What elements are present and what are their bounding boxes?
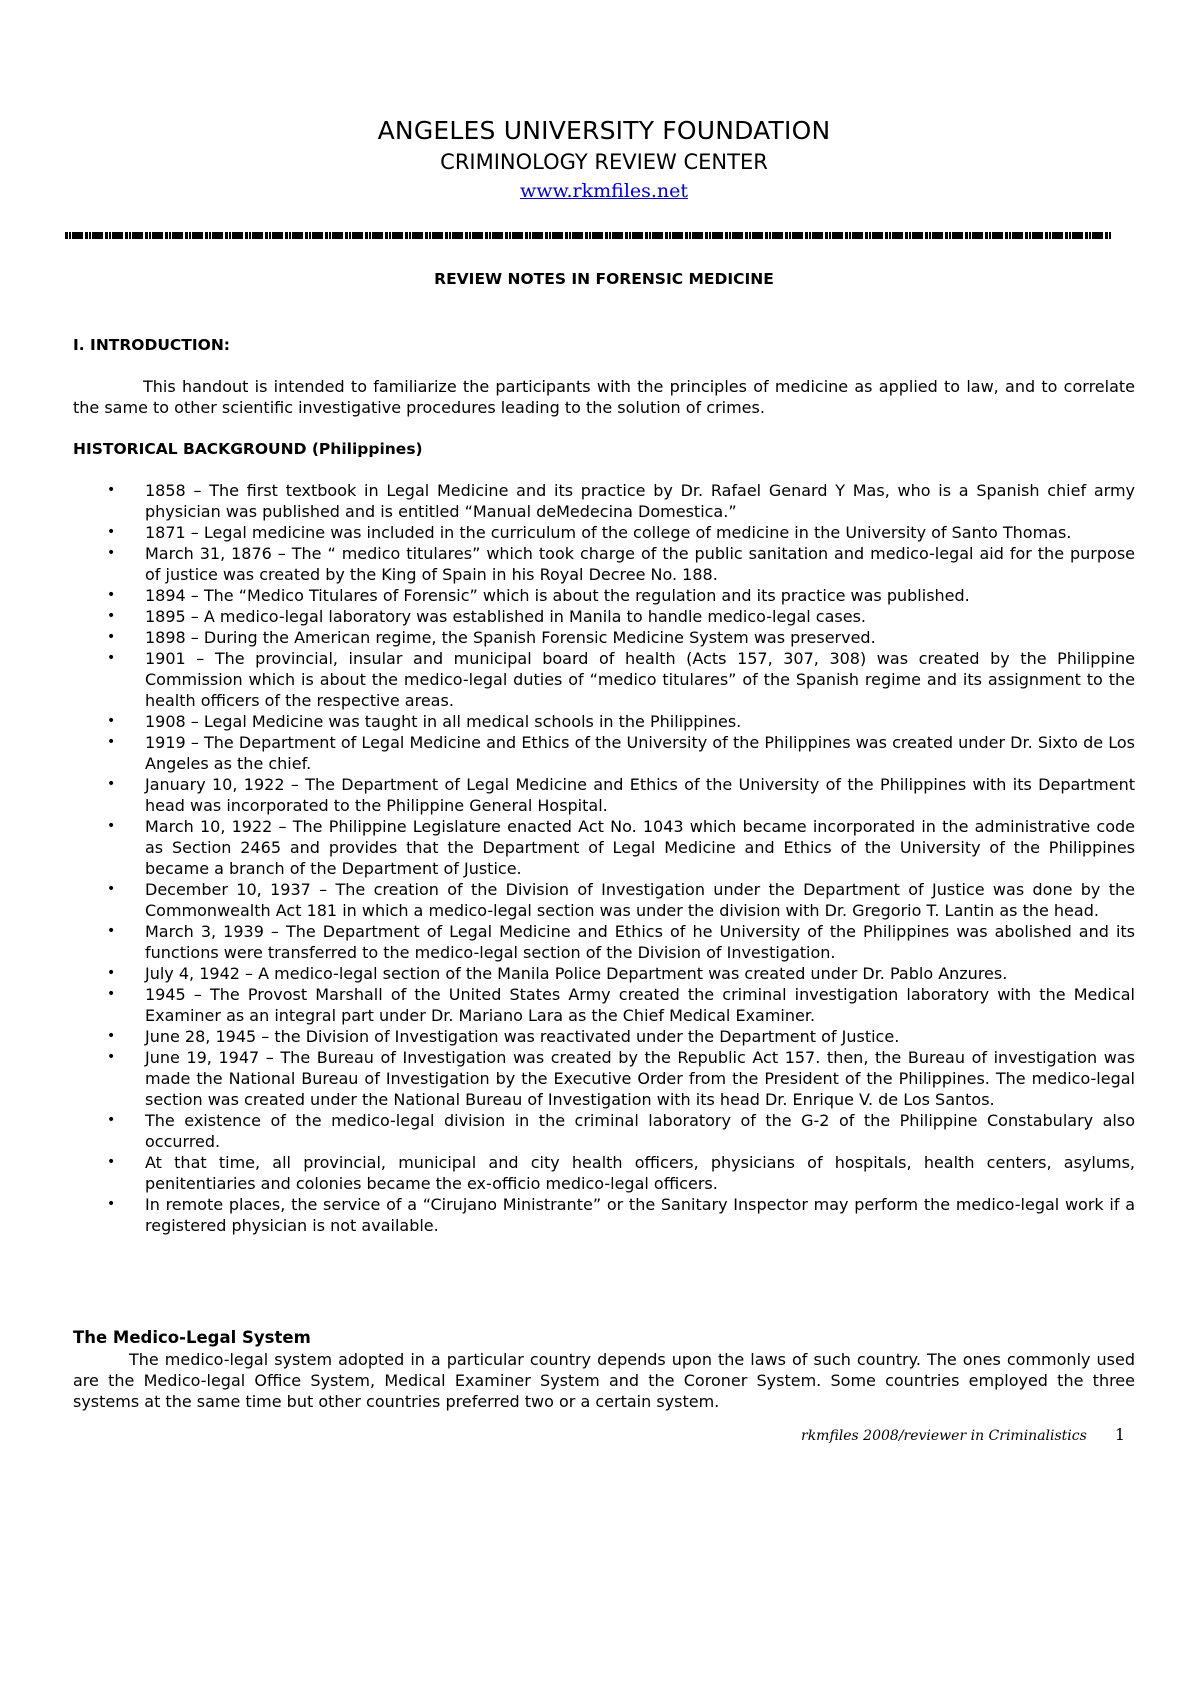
list-item xyxy=(73,480,1135,522)
medico-legal-system-paragraph: The medico-legal system adopted in a particular country depends upon the laws of such country. The ones commonly used are the Medico-legal Office System, Medical Examiner System and the Coroner System. Some countries employed the three systems at the same time but other countries preferred two or a certain system. xyxy=(73,1350,1135,1411)
list-item xyxy=(73,921,1135,963)
bullet-icon: • xyxy=(107,1112,116,1128)
bullet-icon: • xyxy=(107,986,116,1002)
page-number: 1 xyxy=(1114,1425,1125,1444)
list-item-text: 1945 – The Provost Marshall of the United States Army created the criminal investigation laboratory with the Medical Examiner as an integral part under Dr. Mariano Lara as the Chief Medical Examiner. xyxy=(145,985,1135,1025)
bullet-icon: • xyxy=(107,713,116,729)
list-item xyxy=(73,711,1135,732)
bullet-icon: • xyxy=(107,923,116,939)
historical-background-list xyxy=(73,480,1135,1236)
list-item xyxy=(73,606,1135,627)
medico-legal-system-heading: The Medico-Legal System xyxy=(73,1328,311,1347)
list-item-text: July 4, 1942 – A medico-legal section of the Manila Police Department was created under Dr. Pablo Anzures. xyxy=(145,964,1008,983)
bullet-icon: • xyxy=(107,734,116,750)
footer-label: rkmfiles 2008/reviewer in Criminalistics xyxy=(801,1428,1087,1444)
list-item-text: 1919 – The Department of Legal Medicine and Ethics of the University of the Philippines was created under Dr. Sixto de Los Angeles as the chief. xyxy=(145,733,1135,773)
list-item xyxy=(73,732,1135,774)
historical-background-heading: HISTORICAL BACKGROUND (Philippines) xyxy=(73,440,423,458)
bullet-icon: • xyxy=(107,608,116,624)
bullet-icon: • xyxy=(107,1154,116,1170)
bullet-icon: • xyxy=(107,629,116,645)
bullet-icon: • xyxy=(107,587,116,603)
list-item-text: 1858 – The first textbook in Legal Medicine and its practice by Dr. Rafael Genard Y Mas, who is a Spanish chief army physician was published and is entitled “Manual deMedecina Domestica.” xyxy=(145,481,1135,521)
bullet-icon: • xyxy=(107,545,116,561)
bullet-icon: • xyxy=(107,881,116,897)
bullet-icon: • xyxy=(107,1196,116,1212)
list-item xyxy=(73,522,1135,543)
bullet-icon: • xyxy=(107,1049,116,1065)
list-item-text: The existence of the medico-legal division in the criminal laboratory of the G-2 of the Philippine Constabulary also occurred. xyxy=(145,1111,1135,1151)
center-subtitle: CRIMINOLOGY REVIEW CENTER xyxy=(440,150,768,174)
list-item-text: 1908 – Legal Medicine was taught in all medical schools in the Philippines. xyxy=(145,712,742,731)
institution-title: ANGELES UNIVERSITY FOUNDATION xyxy=(377,116,831,145)
list-item xyxy=(73,774,1135,816)
list-item xyxy=(73,1026,1135,1047)
bullet-icon: • xyxy=(107,818,116,834)
introduction-paragraph: This handout is intended to familiarize the participants with the principles of medicine as applied to law, and to correlate the same to other scientific investigative procedures leading to the solution of crimes. xyxy=(73,377,1135,417)
list-item-text: March 31, 1876 – The “ medico titulares” which took charge of the public sanitation and medico-legal aid for the purpose of justice was created by the King of Spain in his Royal Decree No. 188. xyxy=(145,544,1135,584)
bullet-icon: • xyxy=(107,524,116,540)
list-item-text: December 10, 1937 – The creation of the Division of Investigation under the Department of Justice was done by the Commonwealth Act 181 in which a medico-legal section was under the division with Dr. Gregorio T. Lantin as the head. xyxy=(145,880,1135,920)
bullet-icon: • xyxy=(107,776,116,792)
list-item-text: March 3, 1939 – The Department of Legal Medicine and Ethics of he University of the Philippines was abolished and its functions were transferred to the medico-legal section of the Division of Investigation. xyxy=(145,922,1135,962)
introduction-heading: I. INTRODUCTION: xyxy=(73,336,230,354)
bullet-icon: • xyxy=(107,965,116,981)
website-link[interactable]: www.rkmfiles.net xyxy=(519,180,689,202)
list-item-text: March 10, 1922 – The Philippine Legislature enacted Act No. 1043 which became incorporated in the administrative code as Section 2465 and provides that the Department of Legal Medicine and Ethics of the University of the Philippines became a branch of the Department of Justice. xyxy=(145,817,1135,878)
list-item xyxy=(73,1194,1135,1236)
list-item xyxy=(73,1047,1135,1110)
list-item-text: June 28, 1945 – the Division of Investigation was reactivated under the Department of Justice. xyxy=(145,1027,900,1046)
list-item-text: 1871 – Legal medicine was included in the curriculum of the college of medicine in the University of Santo Thomas. xyxy=(145,523,1072,542)
list-item xyxy=(73,648,1135,711)
list-item xyxy=(73,627,1135,648)
list-item xyxy=(73,585,1135,606)
bullet-icon: • xyxy=(107,482,116,498)
list-item-text: In remote places, the service of a “Cirujano Ministrante” or the Sanitary Inspector may perform the medico-legal work if a registered physician is not available. xyxy=(145,1195,1135,1235)
list-item xyxy=(73,816,1135,879)
list-item xyxy=(73,1152,1135,1194)
document-title: REVIEW NOTES IN FORENSIC MEDICINE xyxy=(434,270,774,288)
list-item-text: 1898 – During the American regime, the Spanish Forensic Medicine System was preserved. xyxy=(145,628,876,647)
bullet-icon: • xyxy=(107,1028,116,1044)
list-item xyxy=(73,879,1135,921)
list-item xyxy=(73,984,1135,1026)
list-item-text: At that time, all provincial, municipal and city health officers, physicians of hospitals, health centers, asylums, penitentiaries and colonies became the ex-officio medico-legal officers. xyxy=(145,1153,1135,1193)
list-item-text: 1901 – The provincial, insular and municipal board of health (Acts 157, 307, 308) was created by the Philippine Commission which is about the medico-legal duties of “medico titulares” of the Spanish regime and its assignment to the health officers of the respective areas. xyxy=(145,649,1135,710)
page-footer xyxy=(801,1425,1125,1444)
list-item-text: 1894 – The “Medico Titulares of Forensic” which is about the regulation and its practice was published. xyxy=(145,586,970,605)
list-item-text: January 10, 1922 – The Department of Legal Medicine and Ethics of the University of the Philippines with its Department head was incorporated to the Philippine General Hospital. xyxy=(145,775,1135,815)
list-item-text: June 19, 1947 – The Bureau of Investigation was created by the Republic Act 157. then, the Bureau of investigation was made the National Bureau of Investigation by the Executive Order from the President of the Philippines. The medico-legal section was created under the National Bureau of Investigation with its head Dr. Enrique V. de Los Santos. xyxy=(145,1048,1135,1109)
header-divider xyxy=(65,232,1111,239)
list-item xyxy=(73,963,1135,984)
bullet-icon: • xyxy=(107,650,116,666)
list-item xyxy=(73,1110,1135,1152)
list-item-text: 1895 – A medico-legal laboratory was established in Manila to handle medico-legal cases. xyxy=(145,607,866,626)
list-item xyxy=(73,543,1135,585)
